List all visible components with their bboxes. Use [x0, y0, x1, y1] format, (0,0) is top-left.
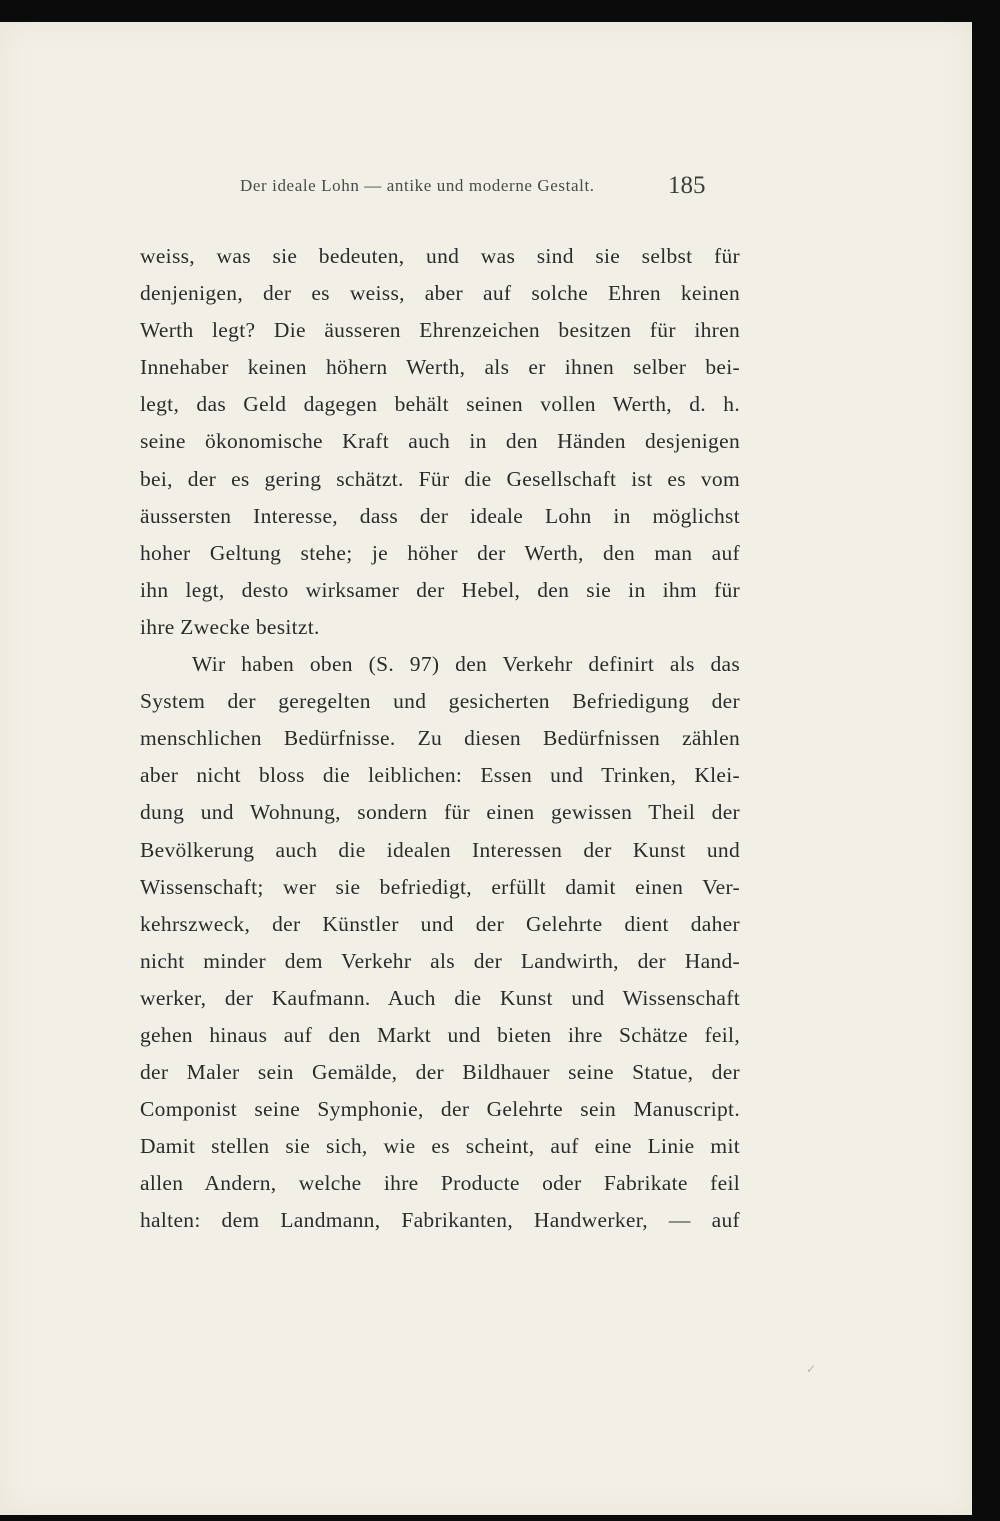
text-line: werker, der Kaufmann. Auch die Kunst und Wissenschaft	[140, 985, 740, 1010]
text-line: System der geregelten und gesicherten Befriedigung der	[140, 689, 740, 714]
text-line: seine ökonomische Kraft auch in den Händen desjenigen	[140, 429, 740, 454]
body-text	[140, 238, 740, 1240]
paragraph-start-line: Wir haben oben (S. 97) den Verkehr definirt als das	[192, 652, 740, 677]
text-line: hoher Geltung stehe; je höher der Werth, den man auf	[140, 540, 740, 565]
text-line: Componist seine Symphonie, der Gelehrte sein Manuscript.	[140, 1097, 740, 1122]
text-line: dung und Wohnung, sondern für einen gewissen Theil der	[140, 800, 740, 825]
text-line: nicht minder dem Verkehr als der Landwirth, der Hand-	[140, 948, 740, 973]
pencil-mark: ✓	[806, 1362, 817, 1376]
text-line: Wissenschaft; wer sie befriedigt, erfüllt damit einen Ver-	[140, 874, 740, 899]
running-head: Der ideale Lohn — antike und moderne Gestalt.	[240, 176, 595, 195]
text-line: bei, der es gering schätzt. Für die Gesellschaft ist es vom	[140, 466, 740, 491]
text-line: menschlichen Bedürfnisse. Zu diesen Bedürfnissen zählen	[140, 726, 740, 751]
page-header	[232, 172, 742, 212]
text-line: ihn legt, desto wirksamer der Hebel, den sie in ihm für	[140, 577, 740, 602]
paragraph-end-line: ihre Zwecke besitzt.	[140, 614, 320, 639]
text-line: aber nicht bloss die leiblichen: Essen und Trinken, Klei-	[140, 763, 740, 788]
text-line: allen Andern, welche ihre Producte oder Fabrikate feil	[140, 1171, 740, 1196]
text-line: weiss, was sie bedeuten, und was sind sie selbst für	[140, 244, 740, 268]
text-line: Bevölkerung auch die idealen Interessen der Kunst und	[140, 837, 740, 862]
text-line: halten: dem Landmann, Fabrikanten, Handwerker, — auf	[140, 1208, 740, 1233]
page-number: 185	[668, 172, 706, 199]
text-line: denjenigen, der es weiss, aber auf solche Ehren keinen	[140, 281, 740, 306]
text-line: äussersten Interesse, dass der ideale Lohn in möglichst	[140, 503, 740, 528]
text-line: gehen hinaus auf den Markt und bieten ihre Schätze feil,	[140, 1022, 740, 1047]
text-line: der Maler sein Gemälde, der Bildhauer seine Statue, der	[140, 1060, 740, 1085]
text-line: kehrszweck, der Künstler und der Gelehrte dient daher	[140, 911, 740, 936]
text-line: Innehaber keinen höhern Werth, als er ihnen selber bei-	[140, 355, 740, 380]
text-line: Werth legt? Die äusseren Ehrenzeichen besitzen für ihren	[140, 318, 740, 343]
text-line: legt, das Geld dagegen behält seinen vollen Werth, d. h.	[140, 392, 740, 417]
text-line: Damit stellen sie sich, wie es scheint, auf eine Linie mit	[140, 1134, 740, 1159]
